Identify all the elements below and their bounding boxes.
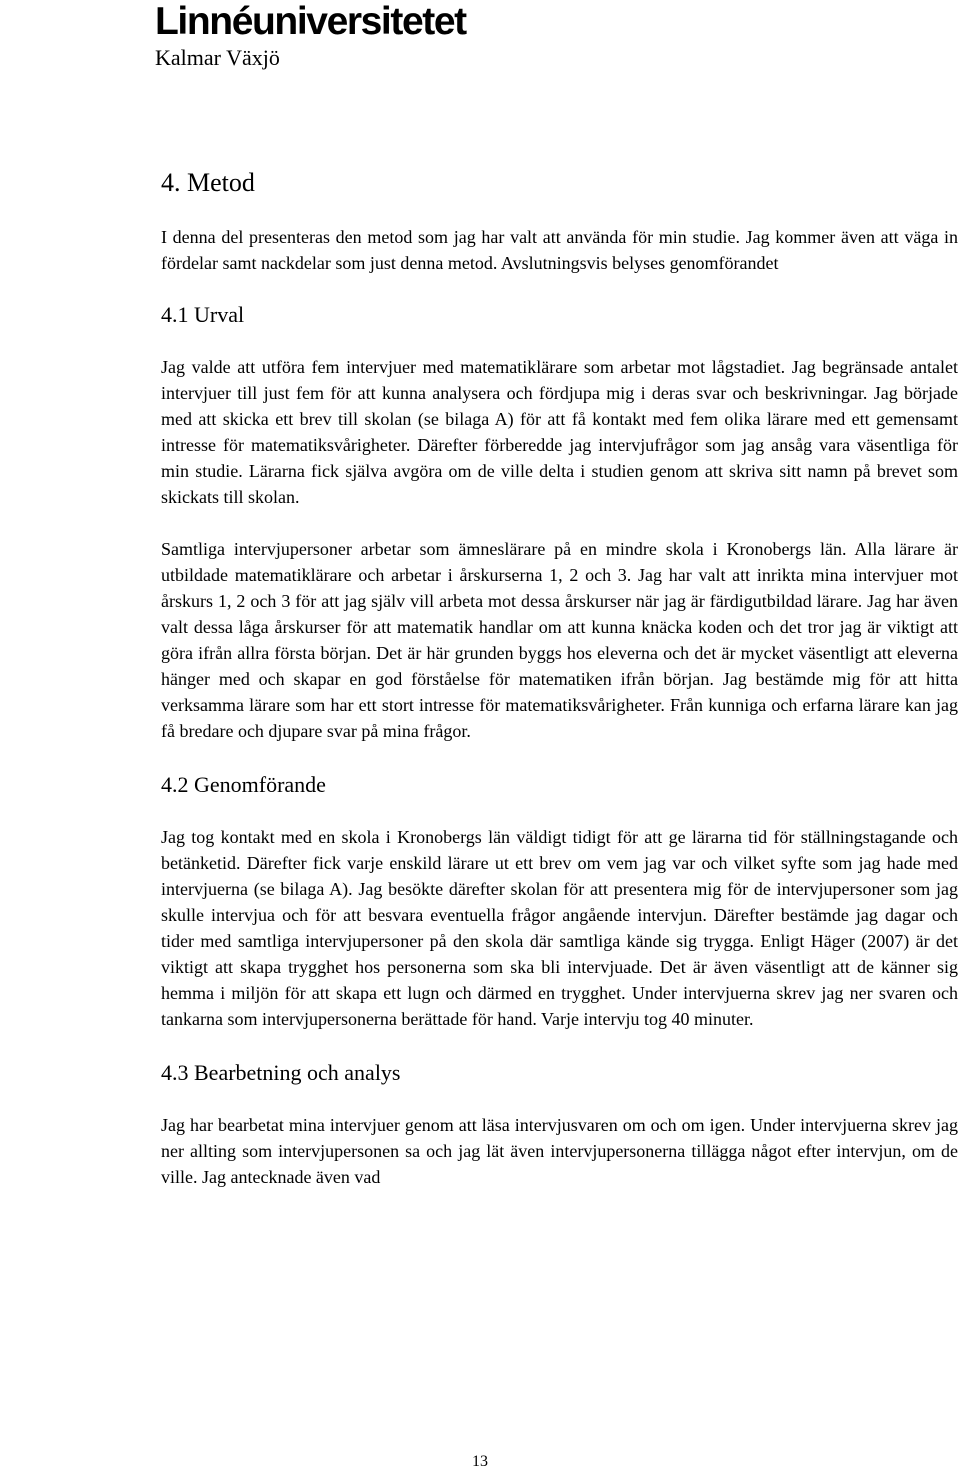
paragraph-bearbetning-1: Jag har bearbetat mina intervjuer genom att läsa intervjusvaren om och om igen. Under intervjuerna skrev jag ner allting som intervjupersonen sa och jag lät även intervjupersonerna tillägga något efter intervjun, om de ville. Jag antecknade även vad	[161, 1115, 958, 1187]
paragraph-urval-2: Samtliga intervjupersoner arbetar som ämneslärare på en mindre skola i Kronobergs län. Alla lärare är utbildade matematiklärare och arbetar i årskurserna 1, 2 och 3. Jag har valt att inrikta mina intervjuer mot årskurs 1, 2 och 3 för att jag själv vill arbeta mot dessa årskurser när jag är färdigutbildad lärare. Jag har även valt dessa låga årskurser för att matematik handlar om att kunna knäcka koden och det tror jag är viktigt att göra ifrån allra första början. Det är här grunden byggs hos eleverna och det är mycket väsentligt att eleverna hänger med och skapar en god förståelse för matematiken ifrån början. Jag bestämde mig för att hitta verksamma lärare som har ett stort intresse för matematiksvårigheter. Från kunniga och erfarna lärare kan jag få bredare och djupare svar på mina frågor.	[161, 539, 958, 741]
university-logo	[155, 2, 466, 70]
logo-name: Linnéuniversitetet	[155, 0, 466, 43]
section-heading-urval: 4.1 Urval	[161, 302, 245, 327]
paragraph-urval-1: Jag valde att utföra fem intervjuer med matematiklärare som arbetar mot lågstadiet. Jag begränsade antalet intervjuer till just fem för att kunna analysera och fördjupa mig i deras svar och beskrivningar. Jag började med att skicka ett brev till skolan (se bilaga A) för att få kontakt med fem olika lärare med ett gemensamt intresse för matematiksvårigheter. Därefter förberedde jag intervjufrågor som jag ansåg vara väsentliga för min studie. Lärarna fick själva avgöra om de ville delta i studien genom att skriva sitt namn på brevet som skickats till skolan.	[161, 357, 958, 507]
section-heading-metod: 4. Metod	[161, 168, 255, 197]
document-body	[161, 166, 958, 1190]
section-heading-bearbetning: 4.3 Bearbetning och analys	[161, 1060, 401, 1085]
page-number: 13	[472, 1453, 488, 1470]
paragraph-metod-intro: I denna del presenteras den metod som jag har valt att använda för min studie. Jag kommer även att väga in fördelar samt nackdelar som just denna metod. Avslutningsvis belyses genomförandet	[161, 227, 958, 273]
paragraph-genomforande-1: Jag tog kontakt med en skola i Kronobergs län väldigt tidigt för att ge lärarna tid för ställningstagande och betänketid. Därefter fick varje enskild lärare ut ett brev om vem jag var och vilket syfte som jag hade med intervjuerna (se bilaga A). Jag besökte därefter skolan för att presentera mig för de intervjupersoner som jag skulle intervjua och för att besvara eventuella frågor angående intervjun. Därefter bestämde jag dagar och tider med samtliga intervjupersoner på den skola där samtliga kände sig trygga. Enligt Häger (2007) är det viktigt att skapa trygghet hos personerna som ska bli intervjuade. Det är även väsentligt att de känner sig hemma i miljön för att skapa ett lugn och därmed en trygghet. Under intervjuerna skrev jag ner svaren och tankarna som intervjupersonerna berättade för hand. Varje intervju tog 40 minuter.	[161, 827, 958, 1029]
logo-subtitle: Kalmar Växjö	[155, 45, 280, 70]
section-heading-genomforande: 4.2 Genomförande	[161, 772, 326, 797]
